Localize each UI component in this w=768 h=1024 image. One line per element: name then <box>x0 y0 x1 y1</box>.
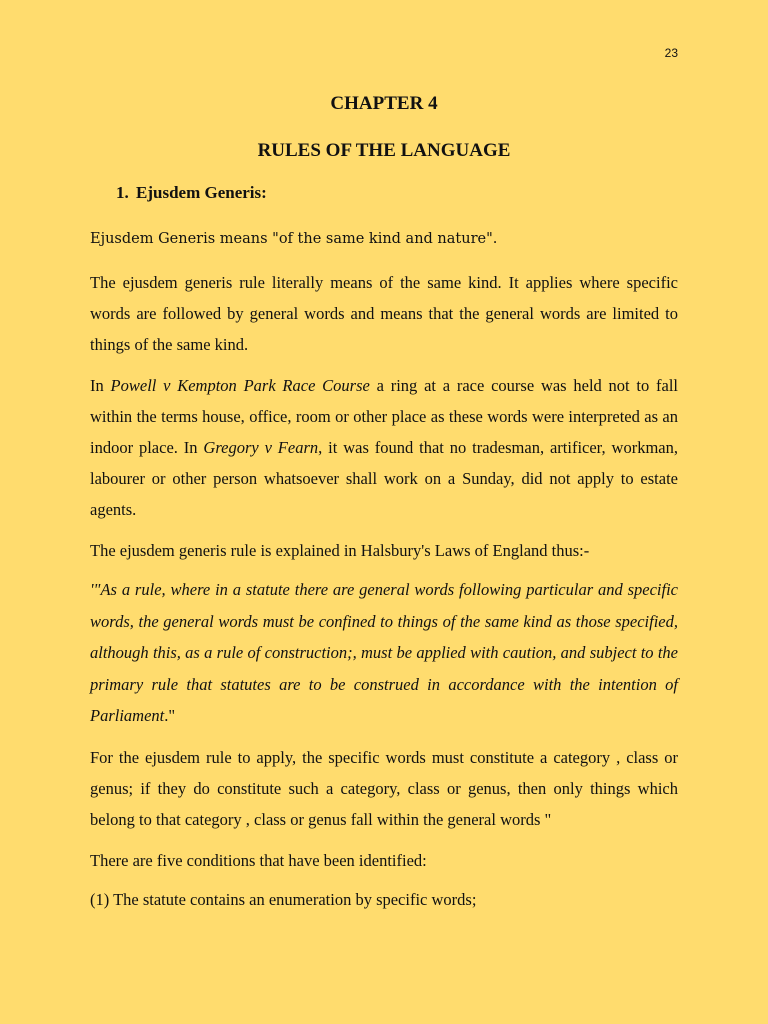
paragraph-conditions-intro: There are five conditions that have been identified: <box>90 850 427 870</box>
definition-paragraph: Ejusdem Generis means "of the same kind and nature". <box>90 231 498 247</box>
text-span: a ring at a race course was held not to fall within the terms house, office, room or other place as these words were interpreted as an indoor place. In <box>90 376 679 457</box>
text-span: , it was found that no tradesman, artificer, workman, labourer or other person whatsoever shall work on a Sunday, did not apply to estate agents. <box>90 438 678 519</box>
paragraph-rule-meaning: The ejusdem generis rule literally means of the same kind. It applies where specific words are followed by general words and means that the general words are limited to things of the same kind. <box>90 273 678 354</box>
paragraph-category-rule: For the ejusdem rule to apply, the specific words must constitute a category , class or genus; if they do constitute such a category, class or genus, then only things which belong to that category , class or genus fall within the general words " <box>90 747 678 829</box>
page-number: 23 <box>664 46 678 60</box>
chapter-title: CHAPTER 4 <box>330 93 438 114</box>
chapter-subtitle: RULES OF THE LANGUAGE <box>257 140 511 161</box>
quote-close: ." <box>164 706 176 725</box>
text-span: In <box>90 376 111 395</box>
quote-text: '"As a rule, where in a statute there are general words following particular and specific words, the general words must be confined to things of the same kind as those specified, although this, as a rule of construction;, must be applied with caution, and subject to the primary rule that statutes are to be construed in accordance with the intention of Parliament <box>90 580 678 725</box>
paragraph-case-examples <box>90 370 678 525</box>
condition-item: (1) The statute contains an enumeration by specific words; <box>90 889 477 909</box>
paragraph-halsbury-intro: The ejusdem generis rule is explained in Halsbury's Laws of England thus:- <box>90 541 590 560</box>
halsbury-quote <box>90 574 678 732</box>
section-number: 1. <box>116 183 129 202</box>
case-name: Powell v Kempton Park Race Course <box>110 376 370 395</box>
document-body <box>90 224 678 925</box>
case-name: Gregory v Fearn <box>203 438 319 457</box>
section-heading <box>116 183 267 203</box>
section-title: Ejusdem Generis: <box>136 183 267 202</box>
